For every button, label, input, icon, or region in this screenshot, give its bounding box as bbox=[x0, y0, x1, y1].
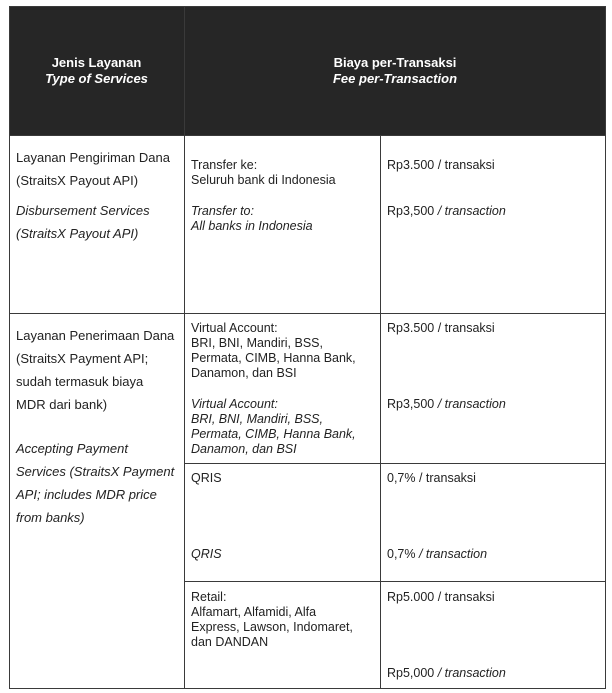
payment-service-en-line: from banks) bbox=[16, 510, 85, 525]
payment-service-id-line: (StraitsX Payment API; bbox=[16, 351, 149, 366]
payout-service-id bbox=[16, 146, 170, 192]
divider-qris-top bbox=[184, 463, 606, 464]
retail-fee-en-unit: / transaction bbox=[434, 666, 506, 680]
payout-service-id-line: (StraitsX Payout API) bbox=[16, 173, 139, 188]
payout-channel-en bbox=[191, 204, 313, 234]
va-fee-en bbox=[387, 397, 506, 412]
retail-channel-id-line: dan DANDAN bbox=[191, 635, 269, 649]
va-channel-en-line: Permata, CIMB, Hanna Bank, bbox=[191, 427, 356, 441]
va-channel-id-line: Danamon, dan BSI bbox=[191, 366, 297, 380]
va-channel-en-line: BRI, BNI, Mandiri, BSS, bbox=[191, 412, 323, 426]
retail-channel-id-line: Express, Lawson, Indomaret, bbox=[191, 620, 353, 634]
header-fee bbox=[184, 6, 606, 135]
header-service-type bbox=[9, 6, 184, 135]
border-left bbox=[9, 6, 10, 689]
payment-service-id-line: sudah termasuk biaya bbox=[16, 374, 144, 389]
va-channel-en-line: Danamon, dan BSI bbox=[191, 442, 297, 456]
border-bottom bbox=[9, 688, 606, 689]
payment-service-id-line: MDR dari bank) bbox=[16, 397, 108, 412]
qris-fee-en bbox=[387, 547, 487, 562]
va-channel-id bbox=[191, 321, 356, 381]
divider-header bbox=[9, 135, 606, 136]
qris-fee-id: 0,7% / transaksi bbox=[387, 471, 476, 485]
payout-channel-en-line: Transfer to: bbox=[191, 204, 254, 218]
border-right bbox=[605, 6, 606, 689]
retail-channel-id-line: Alfamart, Alfamidi, Alfa bbox=[191, 605, 317, 619]
divider-col2 bbox=[380, 135, 381, 689]
divider-col1 bbox=[184, 6, 185, 689]
payout-channel-id bbox=[191, 158, 336, 188]
payout-service-en-line: Disbursement Services bbox=[16, 203, 150, 218]
va-fee-id: Rp3.500 / transaksi bbox=[387, 321, 495, 335]
retail-fee-id: Rp5.000 / transaksi bbox=[387, 590, 495, 604]
payout-channel-en-line: All banks in Indonesia bbox=[191, 219, 313, 233]
payout-service-id-line: Layanan Pengiriman Dana bbox=[16, 150, 170, 165]
payout-channel-id-line: Transfer ke: bbox=[191, 158, 258, 172]
payout-fee-en bbox=[387, 204, 506, 219]
payout-fee-en-amount: Rp3,500 bbox=[387, 204, 435, 218]
header-fee-en: Fee per-Transaction bbox=[332, 70, 458, 86]
retail-channel-id bbox=[191, 590, 353, 650]
payment-service-id-line: Layanan Penerimaan Dana bbox=[16, 328, 175, 343]
retail-fee-en-amount: Rp5,000 bbox=[387, 666, 435, 680]
header-service-type-en: Type of Services bbox=[45, 70, 148, 86]
va-channel-en-line: Virtual Account: bbox=[191, 397, 278, 411]
divider-retail-top bbox=[184, 581, 606, 582]
payout-fee-id: Rp3.500 / transaksi bbox=[387, 158, 495, 172]
payment-service-en bbox=[16, 437, 174, 529]
payment-service-en-line: API; includes MDR price bbox=[16, 487, 157, 502]
fee-table bbox=[9, 6, 606, 689]
header-fee-id: Biaya per-Transaksi bbox=[333, 54, 457, 70]
payout-service-en-line: (StraitsX Payout API) bbox=[16, 226, 139, 241]
va-fee-en-unit: / transaction bbox=[434, 397, 506, 411]
qris-channel-id: QRIS bbox=[191, 471, 222, 485]
va-channel-id-line: Virtual Account: bbox=[191, 321, 278, 335]
retail-channel-id-line: Retail: bbox=[191, 590, 227, 604]
divider-row1 bbox=[9, 313, 606, 314]
border-top bbox=[9, 6, 606, 7]
payment-service-en-line: Accepting Payment bbox=[16, 441, 129, 456]
qris-fee-en-unit: / transaction bbox=[415, 547, 488, 561]
header-service-type-id: Jenis Layanan bbox=[51, 54, 142, 70]
payout-service-en bbox=[16, 199, 150, 245]
va-fee-en-amount: Rp3,500 bbox=[387, 397, 435, 411]
payout-channel-id-line: Seluruh bank di Indonesia bbox=[191, 173, 336, 187]
payment-service-id bbox=[16, 324, 174, 416]
va-channel-en bbox=[191, 397, 356, 457]
qris-fee-en-amount: 0,7% bbox=[387, 547, 416, 561]
qris-channel-en: QRIS bbox=[191, 547, 222, 561]
retail-fee-en bbox=[387, 666, 506, 681]
payment-service-en-line: Services (StraitsX Payment bbox=[16, 464, 175, 479]
va-channel-id-line: BRI, BNI, Mandiri, BSS, bbox=[191, 336, 323, 350]
va-channel-id-line: Permata, CIMB, Hanna Bank, bbox=[191, 351, 356, 365]
payout-fee-en-unit: / transaction bbox=[434, 204, 506, 218]
